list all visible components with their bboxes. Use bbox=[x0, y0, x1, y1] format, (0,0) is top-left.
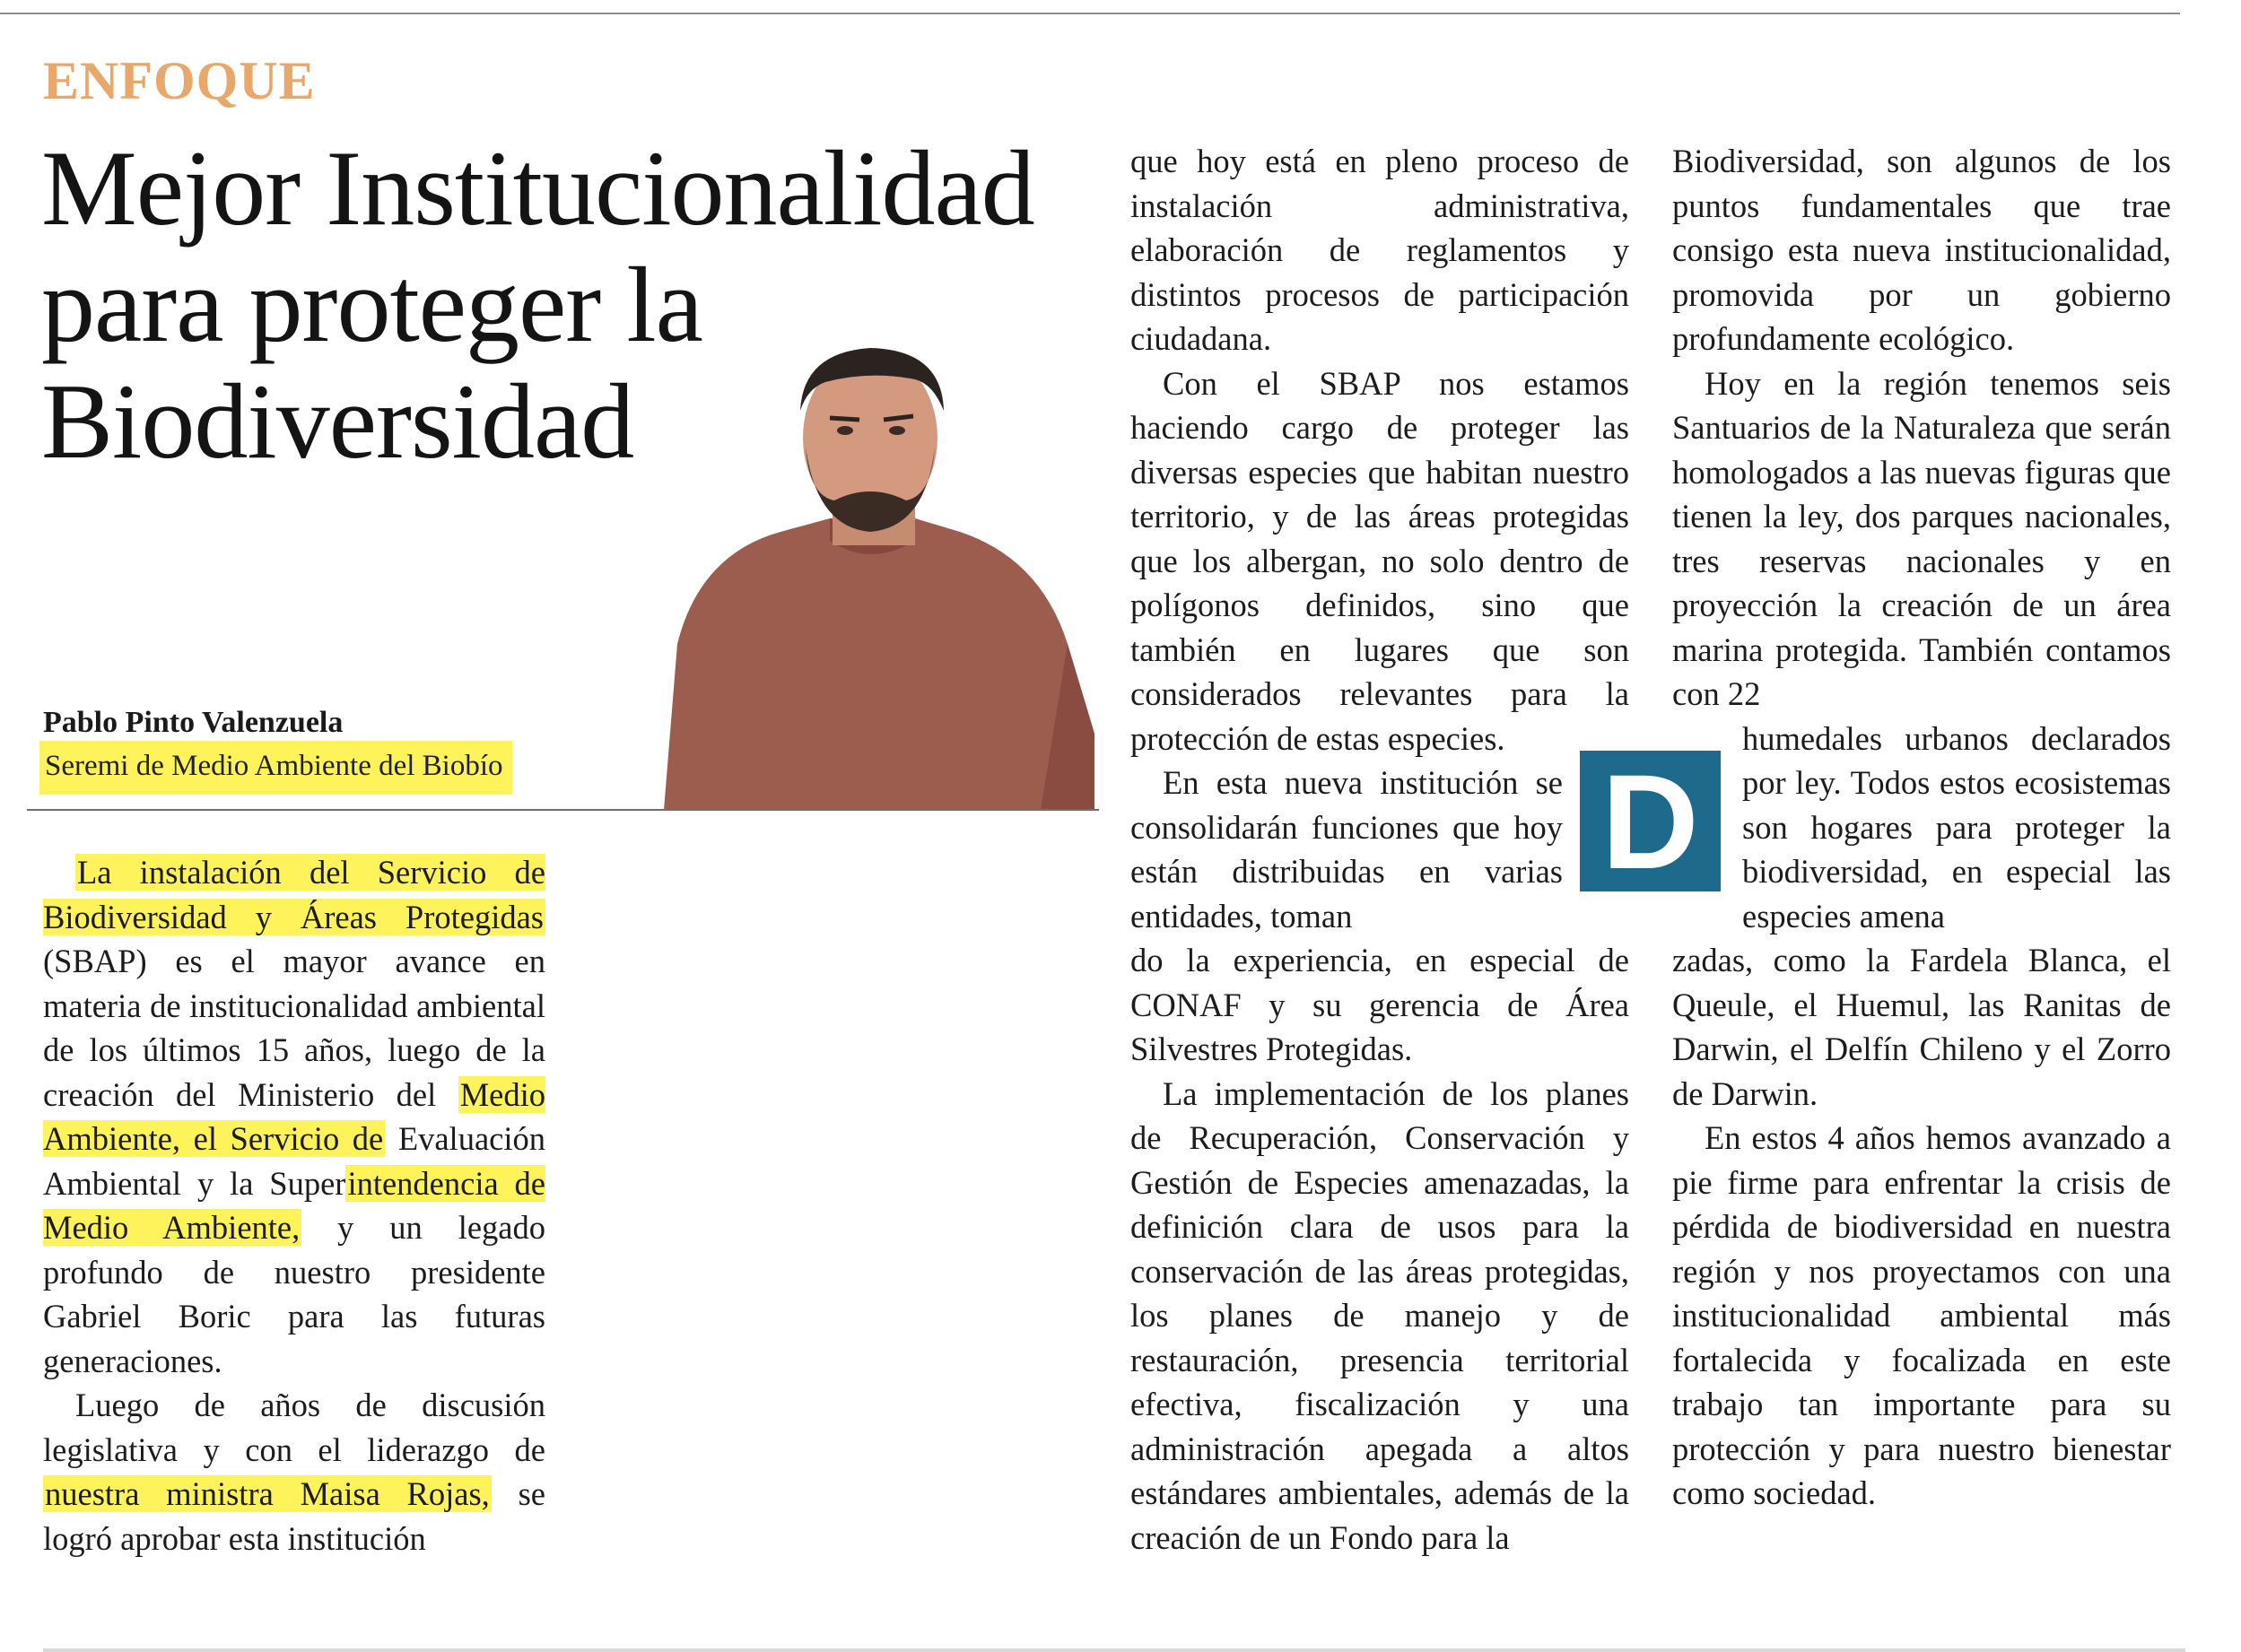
paragraph-continued: do la experiencia, en especial de CONAF y su gerencia de Área Silvestres Protegidas. bbox=[1130, 942, 1629, 1067]
author-photo bbox=[646, 348, 1094, 810]
author-role: Seremi de Medio Ambiente del Biobío bbox=[39, 741, 512, 795]
drop-cap: D bbox=[1580, 751, 1721, 891]
highlighted-text: intendencia de Medio Ambiente, bbox=[43, 1164, 545, 1246]
highlighted-text: nuestra ministra Maisa Rojas, bbox=[45, 1475, 490, 1512]
paragraph bbox=[43, 850, 545, 1383]
highlighted-text: Medio Ambiente, el Servicio de bbox=[43, 1075, 545, 1157]
paragraph: Hoy en la región tenemos seis Santuarios de la Naturaleza que serán homologados a las nuevas figuras que tienen la ley, dos parques nacionales, tres reservas nacionales y en proyección la creación de un área marina protegida. También contamos con 22 bbox=[1672, 364, 2171, 712]
author-name: Pablo Pinto Valenzuela bbox=[43, 706, 344, 739]
paragraph-wrapped: humedales urbanos declarados por ley. Todos estos ecosistemas son hogares para proteger la biodiversidad, en especial las especies amena bbox=[1742, 719, 2171, 935]
paragraph: Con el SBAP nos estamos haciendo cargo de proteger las diversas especies que habitan nuestro territorio, y de las áreas protegidas que los albergan, no solo dentro de polígonos definidos, sino que también en lugares que son considerados relevantes para la protección de estas especies. bbox=[1130, 364, 1629, 757]
paragraph: Biodiversidad, son algunos de los puntos fundamentales que trae consigo esta nueva institucionalidad, promovida por un gobierno profundamente ecológico. bbox=[1672, 143, 2171, 357]
highlighted-text: La instalación del Servicio de Biodiversidad y Áreas Protegidas bbox=[43, 854, 545, 935]
paragraph: que hoy está en pleno proceso de instalación administrativa, elaboración de reglamentos y distintos procesos de participación ciudadana. bbox=[1130, 143, 1629, 357]
paragraph-continued: zadas, como la Fardela Blanca, el Queule, el Huemul, las Ranitas de Darwin, el Delfín Chileno y el Zorro de Darwin. bbox=[1672, 942, 2171, 1112]
paragraph-wrapped: En esta nueva institución se consolidarán funciones que hoy están distribuidas en varias entidades, toman bbox=[1130, 764, 1563, 935]
section-label: ENFOQUE bbox=[43, 51, 316, 110]
headline: Mejor Institucionalidad para proteger la Biodiversidad bbox=[41, 128, 1034, 481]
body-text: Evaluación Ambiental y la Super bbox=[43, 1120, 545, 1202]
article-column-1 bbox=[43, 850, 545, 1561]
body-text: Luego de años de discusión legislativa y con el liderazgo de bbox=[43, 1387, 545, 1468]
byline bbox=[39, 705, 512, 795]
paragraph: En estos 4 años hemos avanzado a pie firme para enfrentar la crisis de pérdida de biodiversidad en nuestra región y nos proyectamos con una institucionalidad ambiental más fortalecida y focalizada en este trabajo tan importante para su protección y para nuestro bienestar como sociedad. bbox=[1672, 1119, 2171, 1511]
article-column-3 bbox=[1672, 139, 2171, 1516]
body-text: (SBAP) es el mayor avance en materia de institucionalidad ambiental de los últimos 15 años, luego de la creación del Ministerio del bbox=[43, 943, 545, 1113]
body-text: y un legado profundo de nuestro presidente Gabriel Boric para las futuras generaciones. bbox=[43, 1209, 545, 1379]
top-rule bbox=[0, 13, 2180, 14]
bottom-rule bbox=[43, 1648, 2185, 1652]
paragraph: La implementación de los planes de Recuperación, Conservación y Gestión de Especies amenazadas, la definición clara de usos para la conservación de las áreas protegidas, los planes de manejo y de restauración, presencia territorial efectiva, fiscalización y una administración apegada a altos estándares ambientales, además de la creación de un Fondo para la bbox=[1130, 1074, 1629, 1556]
author-photo-illustration bbox=[646, 348, 1094, 810]
body-text: se logró aprobar esta institución bbox=[43, 1475, 545, 1557]
article-column-2 bbox=[1130, 139, 1629, 1560]
paragraph bbox=[43, 1383, 545, 1561]
photo-rule bbox=[27, 809, 1099, 811]
